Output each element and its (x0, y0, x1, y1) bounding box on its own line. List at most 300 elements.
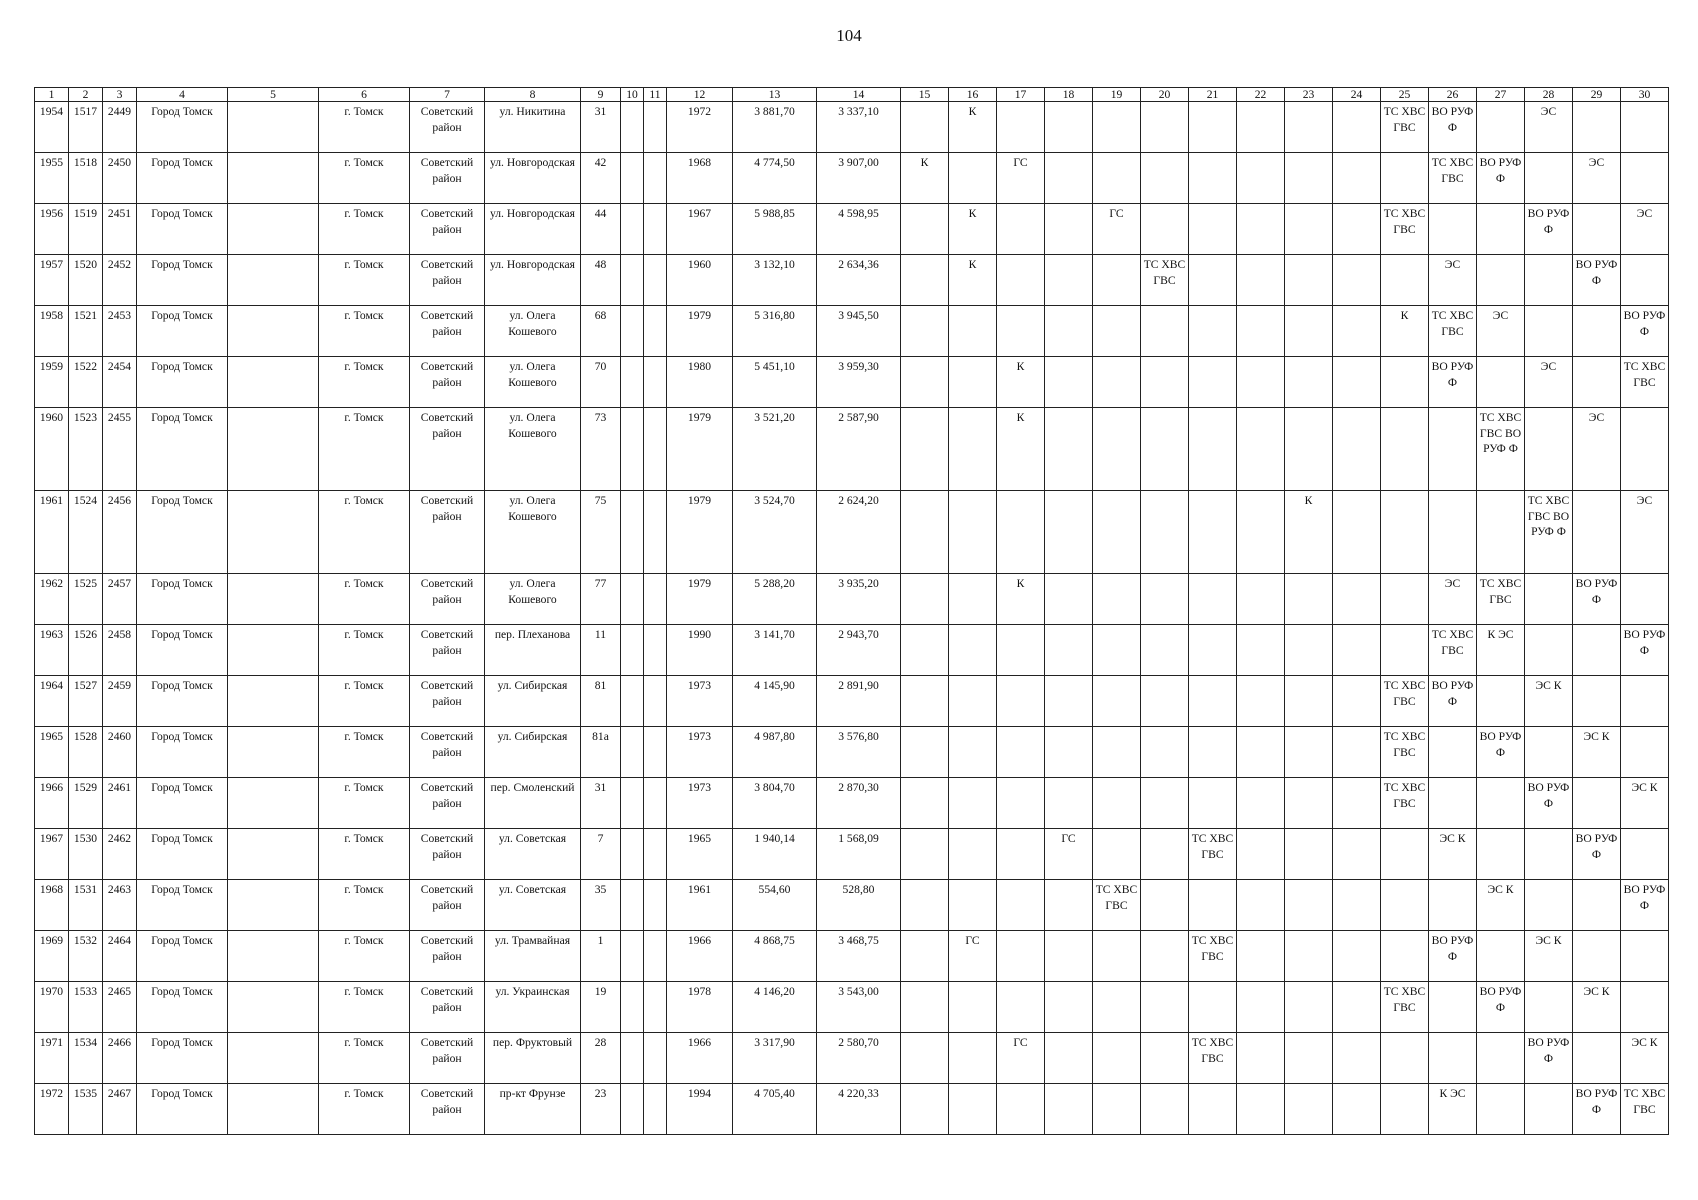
cell-col-9: 7 (581, 829, 621, 880)
cell-col-26: ВО РУФ Ф (1429, 931, 1477, 982)
cell-col-10 (621, 982, 644, 1033)
cell-col-29 (1573, 676, 1621, 727)
cell-col-4: Город Томск (137, 255, 228, 306)
table-row (35, 829, 1669, 880)
cell-col-7: Советский район (410, 153, 485, 204)
cell-col-11 (644, 931, 667, 982)
cell-col-28: ТС ХВС ГВС ВО РУФ Ф (1525, 491, 1573, 574)
cell-col-30 (1621, 408, 1669, 491)
cell-col-16 (949, 880, 997, 931)
cell-col-3: 2456 (103, 491, 137, 574)
cell-col-13: 4 774,50 (733, 153, 817, 204)
cell-col-18 (1045, 778, 1093, 829)
cell-col-17 (997, 931, 1045, 982)
cell-col-23 (1285, 829, 1333, 880)
cell-col-6: г. Томск (319, 829, 410, 880)
cell-col-19 (1093, 727, 1141, 778)
cell-col-26: ТС ХВС ГВС (1429, 306, 1477, 357)
cell-col-25 (1381, 1033, 1429, 1084)
cell-col-22 (1237, 255, 1285, 306)
cell-col-6: г. Томск (319, 778, 410, 829)
cell-col-11 (644, 102, 667, 153)
column-number-4: 4 (137, 88, 228, 102)
cell-col-28: ЭС К (1525, 931, 1573, 982)
cell-col-10 (621, 306, 644, 357)
cell-col-2: 1532 (69, 931, 103, 982)
cell-col-13: 5 316,80 (733, 306, 817, 357)
cell-col-10 (621, 102, 644, 153)
table-row (35, 204, 1669, 255)
cell-col-24 (1333, 153, 1381, 204)
cell-col-9: 70 (581, 357, 621, 408)
cell-col-3: 2462 (103, 829, 137, 880)
cell-col-24 (1333, 204, 1381, 255)
cell-col-19: ГС (1093, 204, 1141, 255)
cell-col-30 (1621, 982, 1669, 1033)
cell-col-16: К (949, 204, 997, 255)
cell-col-11 (644, 357, 667, 408)
cell-col-13: 3 804,70 (733, 778, 817, 829)
cell-col-19 (1093, 491, 1141, 574)
cell-col-12: 1973 (667, 778, 733, 829)
cell-col-12: 1966 (667, 931, 733, 982)
cell-col-25 (1381, 255, 1429, 306)
cell-col-11 (644, 625, 667, 676)
cell-col-21 (1189, 102, 1237, 153)
cell-col-11 (644, 491, 667, 574)
cell-col-25 (1381, 625, 1429, 676)
cell-col-27 (1477, 204, 1525, 255)
cell-col-7: Советский район (410, 931, 485, 982)
cell-col-21 (1189, 727, 1237, 778)
cell-col-26 (1429, 778, 1477, 829)
cell-col-23 (1285, 676, 1333, 727)
cell-col-11 (644, 982, 667, 1033)
cell-col-22 (1237, 491, 1285, 574)
cell-col-8: ул. Олега Кошевого (485, 491, 581, 574)
cell-col-19 (1093, 102, 1141, 153)
cell-col-10 (621, 408, 644, 491)
cell-col-11 (644, 778, 667, 829)
cell-col-16 (949, 574, 997, 625)
cell-col-16 (949, 153, 997, 204)
cell-col-20 (1141, 1033, 1189, 1084)
cell-col-19 (1093, 153, 1141, 204)
cell-col-25: ТС ХВС ГВС (1381, 778, 1429, 829)
cell-col-7: Советский район (410, 880, 485, 931)
cell-col-5 (228, 880, 319, 931)
cell-col-13: 4 705,40 (733, 1084, 817, 1135)
cell-col-27: ВО РУФ Ф (1477, 153, 1525, 204)
cell-col-26: ЭС (1429, 574, 1477, 625)
cell-col-26 (1429, 982, 1477, 1033)
cell-col-9: 28 (581, 1033, 621, 1084)
cell-col-28 (1525, 574, 1573, 625)
cell-col-20 (1141, 676, 1189, 727)
cell-col-16 (949, 727, 997, 778)
cell-col-28: ЭС К (1525, 676, 1573, 727)
cell-col-21: ТС ХВС ГВС (1189, 931, 1237, 982)
cell-col-1: 1963 (35, 625, 69, 676)
table-row (35, 574, 1669, 625)
cell-col-20 (1141, 491, 1189, 574)
cell-col-1: 1965 (35, 727, 69, 778)
cell-col-27 (1477, 491, 1525, 574)
cell-col-14: 3 543,00 (817, 982, 901, 1033)
column-number-27: 27 (1477, 88, 1525, 102)
cell-col-9: 48 (581, 255, 621, 306)
cell-col-24 (1333, 306, 1381, 357)
cell-col-28: ВО РУФ Ф (1525, 778, 1573, 829)
cell-col-6: г. Томск (319, 1033, 410, 1084)
cell-col-5 (228, 676, 319, 727)
cell-col-14: 3 907,00 (817, 153, 901, 204)
cell-col-17 (997, 255, 1045, 306)
cell-col-20 (1141, 204, 1189, 255)
cell-col-9: 1 (581, 931, 621, 982)
cell-col-19 (1093, 982, 1141, 1033)
cell-col-22 (1237, 102, 1285, 153)
cell-col-16: ГС (949, 931, 997, 982)
column-number-26: 26 (1429, 88, 1477, 102)
cell-col-24 (1333, 357, 1381, 408)
cell-col-30 (1621, 255, 1669, 306)
cell-col-14: 2 624,20 (817, 491, 901, 574)
housing-registry-table (34, 87, 1669, 1135)
table-row (35, 102, 1669, 153)
cell-col-24 (1333, 1033, 1381, 1084)
cell-col-23 (1285, 306, 1333, 357)
table-row (35, 491, 1669, 574)
cell-col-30: ЭС (1621, 491, 1669, 574)
column-number-2: 2 (69, 88, 103, 102)
cell-col-29 (1573, 931, 1621, 982)
cell-col-12: 1973 (667, 676, 733, 727)
cell-col-27 (1477, 931, 1525, 982)
cell-col-17: К (997, 408, 1045, 491)
cell-col-13: 3 524,70 (733, 491, 817, 574)
cell-col-29 (1573, 102, 1621, 153)
cell-col-26 (1429, 880, 1477, 931)
cell-col-22 (1237, 1033, 1285, 1084)
cell-col-28: ВО РУФ Ф (1525, 204, 1573, 255)
cell-col-24 (1333, 982, 1381, 1033)
cell-col-27: ТС ХВС ГВС ВО РУФ Ф (1477, 408, 1525, 491)
cell-col-18 (1045, 408, 1093, 491)
cell-col-12: 1979 (667, 491, 733, 574)
cell-col-30 (1621, 829, 1669, 880)
cell-col-17: ГС (997, 1033, 1045, 1084)
cell-col-23 (1285, 408, 1333, 491)
cell-col-14: 3 576,80 (817, 727, 901, 778)
cell-col-5 (228, 829, 319, 880)
cell-col-6: г. Томск (319, 982, 410, 1033)
cell-col-19 (1093, 778, 1141, 829)
cell-col-3: 2466 (103, 1033, 137, 1084)
column-number-23: 23 (1285, 88, 1333, 102)
cell-col-27: ВО РУФ Ф (1477, 727, 1525, 778)
cell-col-4: Город Томск (137, 204, 228, 255)
cell-col-11 (644, 574, 667, 625)
column-number-15: 15 (901, 88, 949, 102)
column-number-3: 3 (103, 88, 137, 102)
cell-col-13: 3 317,90 (733, 1033, 817, 1084)
cell-col-12: 1994 (667, 1084, 733, 1135)
table-row (35, 1084, 1669, 1135)
cell-col-5 (228, 574, 319, 625)
cell-col-30: ВО РУФ Ф (1621, 306, 1669, 357)
column-number-9: 9 (581, 88, 621, 102)
cell-col-27 (1477, 1084, 1525, 1135)
cell-col-21 (1189, 255, 1237, 306)
cell-col-4: Город Томск (137, 931, 228, 982)
cell-col-20 (1141, 727, 1189, 778)
cell-col-1: 1960 (35, 408, 69, 491)
cell-col-23 (1285, 880, 1333, 931)
cell-col-16: К (949, 255, 997, 306)
cell-col-2: 1521 (69, 306, 103, 357)
cell-col-29 (1573, 625, 1621, 676)
cell-col-27: ВО РУФ Ф (1477, 982, 1525, 1033)
cell-col-29: ВО РУФ Ф (1573, 255, 1621, 306)
cell-col-18 (1045, 625, 1093, 676)
cell-col-19 (1093, 408, 1141, 491)
column-number-29: 29 (1573, 88, 1621, 102)
cell-col-11 (644, 408, 667, 491)
cell-col-10 (621, 491, 644, 574)
cell-col-3: 2455 (103, 408, 137, 491)
cell-col-30: ЭС К (1621, 1033, 1669, 1084)
cell-col-11 (644, 727, 667, 778)
cell-col-29: ЭС К (1573, 982, 1621, 1033)
cell-col-24 (1333, 574, 1381, 625)
column-number-7: 7 (410, 88, 485, 102)
cell-col-24 (1333, 778, 1381, 829)
cell-col-21 (1189, 625, 1237, 676)
cell-col-22 (1237, 204, 1285, 255)
cell-col-16 (949, 357, 997, 408)
cell-col-8: ул. Олега Кошевого (485, 357, 581, 408)
cell-col-6: г. Томск (319, 408, 410, 491)
cell-col-30: ВО РУФ Ф (1621, 880, 1669, 931)
cell-col-9: 73 (581, 408, 621, 491)
cell-col-13: 4 146,20 (733, 982, 817, 1033)
column-number-5: 5 (228, 88, 319, 102)
cell-col-7: Советский район (410, 204, 485, 255)
cell-col-21 (1189, 357, 1237, 408)
cell-col-7: Советский район (410, 829, 485, 880)
cell-col-12: 1973 (667, 727, 733, 778)
cell-col-2: 1526 (69, 625, 103, 676)
cell-col-22 (1237, 408, 1285, 491)
cell-col-3: 2464 (103, 931, 137, 982)
cell-col-17: К (997, 357, 1045, 408)
cell-col-21 (1189, 880, 1237, 931)
cell-col-6: г. Томск (319, 102, 410, 153)
cell-col-6: г. Томск (319, 676, 410, 727)
cell-col-4: Город Томск (137, 574, 228, 625)
cell-col-5 (228, 204, 319, 255)
column-number-10: 10 (621, 88, 644, 102)
cell-col-4: Город Томск (137, 625, 228, 676)
column-number-25: 25 (1381, 88, 1429, 102)
cell-col-18 (1045, 574, 1093, 625)
cell-col-24 (1333, 255, 1381, 306)
cell-col-24 (1333, 408, 1381, 491)
column-number-17: 17 (997, 88, 1045, 102)
cell-col-8: ул. Трамвайная (485, 931, 581, 982)
cell-col-1: 1955 (35, 153, 69, 204)
cell-col-14: 3 945,50 (817, 306, 901, 357)
cell-col-15 (901, 204, 949, 255)
cell-col-24 (1333, 931, 1381, 982)
cell-col-26: ЭС К (1429, 829, 1477, 880)
cell-col-7: Советский район (410, 1084, 485, 1135)
cell-col-1: 1961 (35, 491, 69, 574)
cell-col-30: ТС ХВС ГВС (1621, 1084, 1669, 1135)
table-row (35, 931, 1669, 982)
cell-col-19 (1093, 1033, 1141, 1084)
cell-col-18 (1045, 931, 1093, 982)
cell-col-26 (1429, 1033, 1477, 1084)
cell-col-24 (1333, 880, 1381, 931)
column-number-16: 16 (949, 88, 997, 102)
cell-col-15 (901, 102, 949, 153)
cell-col-15 (901, 408, 949, 491)
cell-col-25 (1381, 829, 1429, 880)
column-number-1: 1 (35, 88, 69, 102)
cell-col-23 (1285, 357, 1333, 408)
cell-col-8: ул. Новгородская (485, 204, 581, 255)
cell-col-10 (621, 625, 644, 676)
cell-col-21 (1189, 574, 1237, 625)
cell-col-28: ЭС (1525, 102, 1573, 153)
cell-col-14: 3 468,75 (817, 931, 901, 982)
cell-col-17 (997, 676, 1045, 727)
cell-col-24 (1333, 727, 1381, 778)
cell-col-24 (1333, 625, 1381, 676)
cell-col-14: 2 891,90 (817, 676, 901, 727)
cell-col-16 (949, 676, 997, 727)
cell-col-2: 1520 (69, 255, 103, 306)
cell-col-9: 81 (581, 676, 621, 727)
cell-col-8: ул. Украинская (485, 982, 581, 1033)
cell-col-26 (1429, 408, 1477, 491)
cell-col-6: г. Томск (319, 255, 410, 306)
cell-col-27 (1477, 255, 1525, 306)
cell-col-3: 2451 (103, 204, 137, 255)
cell-col-13: 3 881,70 (733, 102, 817, 153)
cell-col-9: 31 (581, 778, 621, 829)
cell-col-16 (949, 1084, 997, 1135)
cell-col-4: Город Томск (137, 1084, 228, 1135)
cell-col-1: 1966 (35, 778, 69, 829)
cell-col-28 (1525, 255, 1573, 306)
cell-col-28 (1525, 408, 1573, 491)
cell-col-11 (644, 880, 667, 931)
cell-col-20 (1141, 982, 1189, 1033)
cell-col-20 (1141, 778, 1189, 829)
cell-col-4: Город Томск (137, 491, 228, 574)
cell-col-1: 1956 (35, 204, 69, 255)
cell-col-13: 3 521,20 (733, 408, 817, 491)
cell-col-29 (1573, 357, 1621, 408)
cell-col-20 (1141, 625, 1189, 676)
table-row (35, 880, 1669, 931)
cell-col-18 (1045, 1033, 1093, 1084)
cell-col-30 (1621, 153, 1669, 204)
cell-col-18 (1045, 255, 1093, 306)
cell-col-12: 1978 (667, 982, 733, 1033)
cell-col-10 (621, 255, 644, 306)
cell-col-1: 1970 (35, 982, 69, 1033)
cell-col-14: 2 943,70 (817, 625, 901, 676)
cell-col-6: г. Томск (319, 574, 410, 625)
table-row (35, 676, 1669, 727)
cell-col-11 (644, 306, 667, 357)
table-row (35, 255, 1669, 306)
cell-col-20 (1141, 880, 1189, 931)
cell-col-8: ул. Сибирская (485, 727, 581, 778)
cell-col-10 (621, 880, 644, 931)
cell-col-23 (1285, 931, 1333, 982)
cell-col-12: 1972 (667, 102, 733, 153)
cell-col-18 (1045, 153, 1093, 204)
cell-col-8: пер. Плеханова (485, 625, 581, 676)
cell-col-6: г. Томск (319, 931, 410, 982)
cell-col-25: ТС ХВС ГВС (1381, 204, 1429, 255)
cell-col-1: 1957 (35, 255, 69, 306)
cell-col-25 (1381, 880, 1429, 931)
cell-col-7: Советский район (410, 255, 485, 306)
cell-col-29 (1573, 778, 1621, 829)
cell-col-4: Город Томск (137, 408, 228, 491)
cell-col-9: 42 (581, 153, 621, 204)
cell-col-10 (621, 204, 644, 255)
cell-col-10 (621, 931, 644, 982)
cell-col-12: 1966 (667, 1033, 733, 1084)
cell-col-29 (1573, 880, 1621, 931)
cell-col-12: 1967 (667, 204, 733, 255)
cell-col-7: Советский район (410, 778, 485, 829)
cell-col-14: 2 587,90 (817, 408, 901, 491)
cell-col-22 (1237, 153, 1285, 204)
cell-col-13: 3 132,10 (733, 255, 817, 306)
column-number-22: 22 (1237, 88, 1285, 102)
cell-col-19 (1093, 625, 1141, 676)
cell-col-29 (1573, 306, 1621, 357)
cell-col-14: 528,80 (817, 880, 901, 931)
cell-col-10 (621, 574, 644, 625)
cell-col-29: ЭС К (1573, 727, 1621, 778)
cell-col-6: г. Томск (319, 1084, 410, 1135)
cell-col-22 (1237, 357, 1285, 408)
cell-col-28 (1525, 829, 1573, 880)
cell-col-15 (901, 778, 949, 829)
cell-col-2: 1533 (69, 982, 103, 1033)
cell-col-5 (228, 357, 319, 408)
cell-col-23 (1285, 204, 1333, 255)
cell-col-1: 1972 (35, 1084, 69, 1135)
cell-col-16: К (949, 102, 997, 153)
cell-col-12: 1980 (667, 357, 733, 408)
cell-col-27 (1477, 357, 1525, 408)
cell-col-19 (1093, 829, 1141, 880)
cell-col-19 (1093, 676, 1141, 727)
cell-col-1: 1958 (35, 306, 69, 357)
cell-col-22 (1237, 931, 1285, 982)
column-number-18: 18 (1045, 88, 1093, 102)
